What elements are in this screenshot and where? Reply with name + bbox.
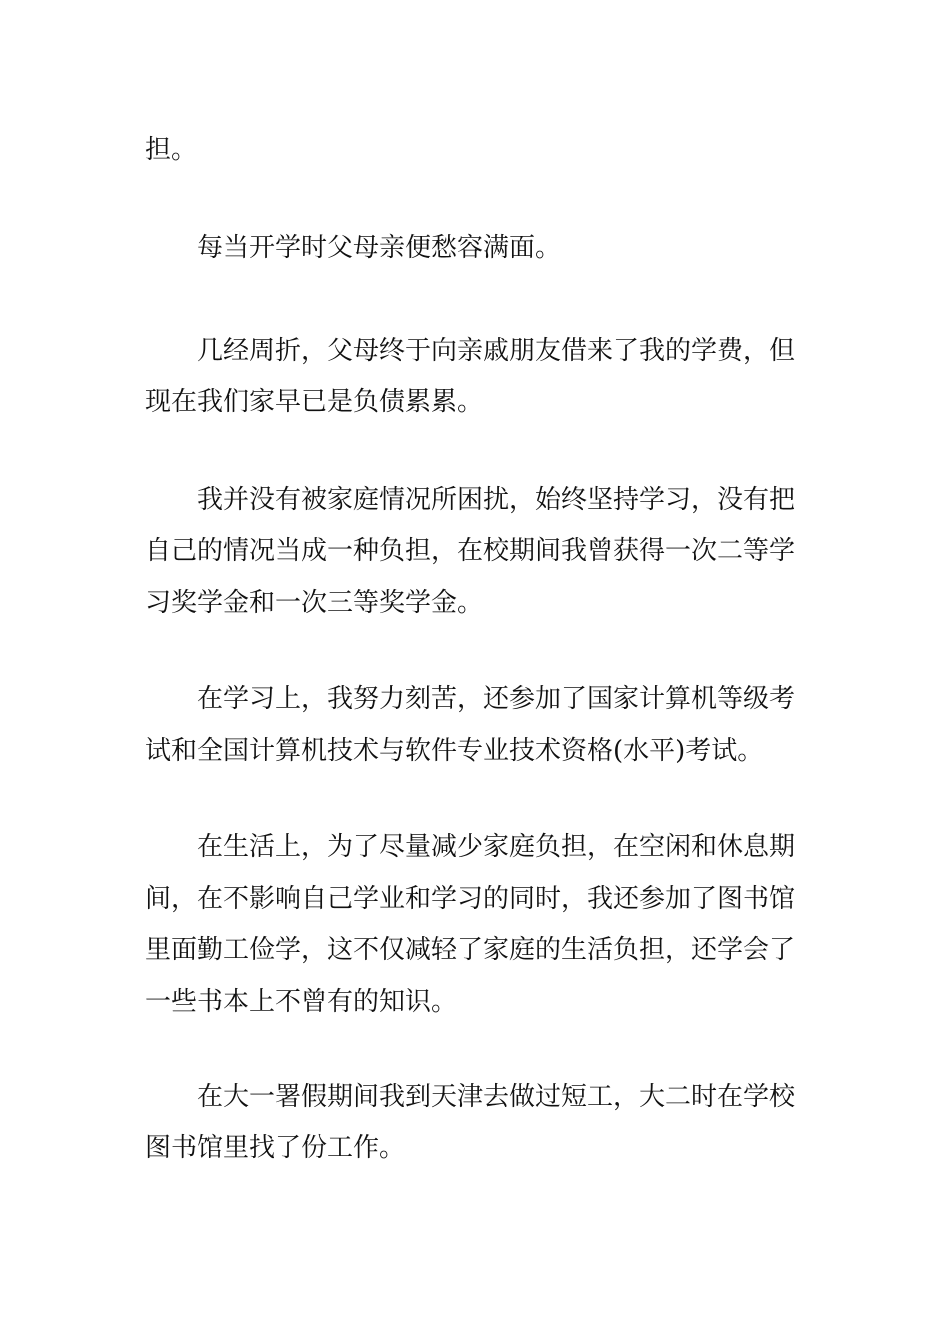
text-line: 在学习上，我努力刻苦，还参加了国家计算机等级考 — [197, 684, 796, 714]
text-line: 在大一署假期间我到天津去做过短工，大二时在学校 — [197, 1082, 796, 1112]
text-line: 自己的情况当成一种负担，在校期间我曾获得一次二等学 — [145, 536, 796, 566]
text-line: 间，在不影响自己学业和学习的同时，我还参加了图书馆 — [145, 884, 796, 914]
text-line: 每当开学时父母亲便愁容满面。 — [197, 233, 562, 263]
text-line: 我并没有被家庭情况所困扰，始终坚持学习，没有把 — [197, 485, 796, 515]
text-line: 担。 — [145, 135, 198, 165]
text-line: 图书馆里找了份工作。 — [145, 1133, 406, 1163]
text-line: 里面勤工俭学，这不仅减轻了家庭的生活负担，还学会了 — [145, 935, 796, 965]
text-line: 试和全国计算机技术与软件专业技术资格(水平)考试。 — [145, 736, 764, 766]
text-line: 几经周折，父母终于向亲戚朋友借来了我的学费，但 — [197, 336, 796, 366]
text-line: 现在我们家早已是负债累累。 — [145, 387, 484, 417]
text-line: 在生活上，为了尽量减少家庭负担，在空闲和休息期 — [197, 832, 796, 862]
text-line: 习奖学金和一次三等奖学金。 — [145, 588, 484, 618]
text-line: 一些书本上不曾有的知识。 — [145, 987, 458, 1017]
